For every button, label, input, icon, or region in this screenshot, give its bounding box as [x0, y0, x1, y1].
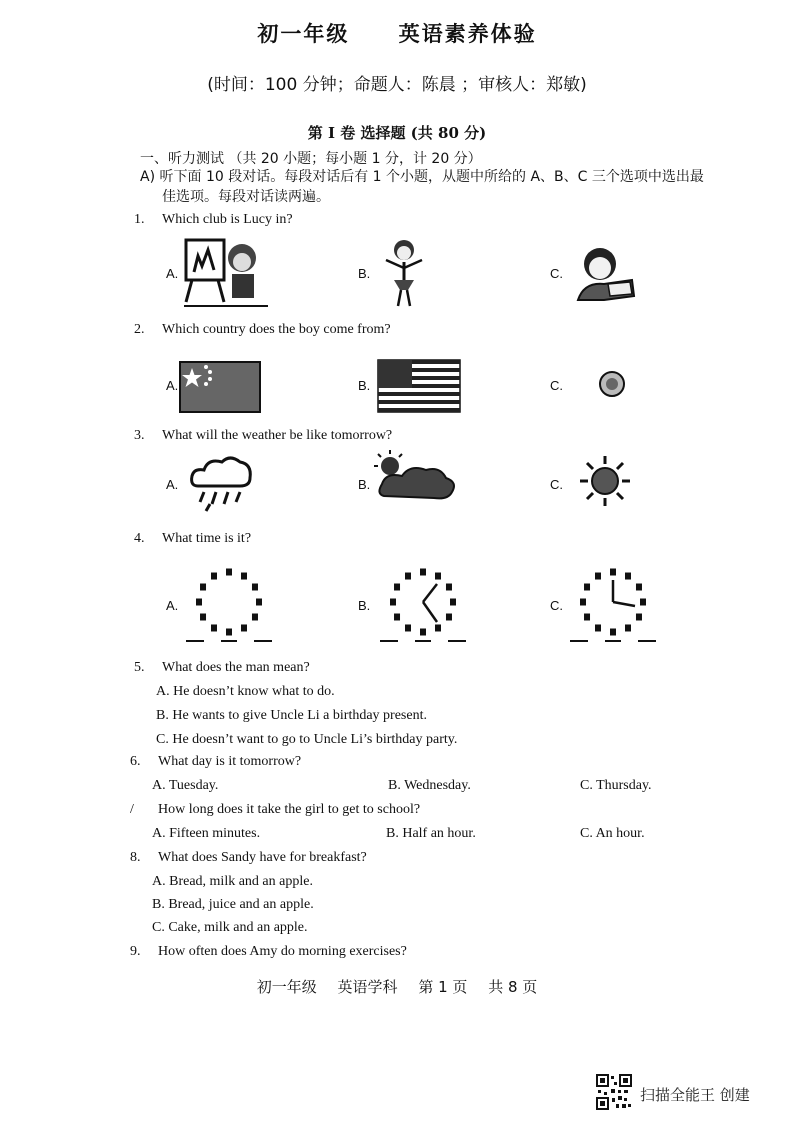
question-number: 6.	[130, 754, 141, 769]
option-a: A. Bread, milk and an apple.	[152, 874, 313, 889]
option-label-c: C.	[550, 266, 563, 281]
option-c: C. Cake, milk and an apple.	[152, 920, 308, 935]
question-4	[134, 531, 251, 547]
option-a: A. He doesn’t know what to do.	[156, 684, 335, 699]
sunny-icon	[578, 454, 632, 508]
footer-page: 第 1 页	[418, 978, 468, 996]
question-text: What will the weather be like tomorrow?	[162, 428, 393, 443]
question-number: 2.	[134, 322, 145, 337]
dancing-club-icon	[378, 238, 430, 308]
question-text: How often does Amy do morning exercises?	[158, 944, 407, 959]
question-8	[130, 850, 367, 866]
option-a: A. Tuesday.	[152, 778, 219, 793]
question-text: What does the man mean?	[162, 660, 310, 675]
china-flag-icon	[180, 362, 260, 412]
question-1	[134, 212, 293, 228]
grade-label: 初一年级	[257, 21, 350, 46]
option-c: C. An hour.	[580, 826, 645, 841]
japan-flag-icon	[598, 370, 626, 398]
question-text: How long does it take the girl to get to school?	[158, 802, 421, 817]
reading-club-icon	[574, 246, 636, 302]
exam-info: (时间：100 分钟；命题人：陈晨 ；审核人：郑敏)	[207, 75, 587, 95]
section-heading: 一、听力测试 （共 20 小题；每小题 1 分，计 20 分）	[140, 151, 482, 167]
question-number: 3.	[134, 428, 145, 443]
watermark-text: 扫描全能王 创建	[640, 1086, 750, 1104]
clock-b-icon	[380, 564, 466, 644]
question-text: Which country does the boy come from?	[162, 322, 391, 337]
page-footer	[0, 976, 794, 997]
question-number: 1.	[134, 212, 145, 227]
instruction-line-2: 佳选项。每段对话读两遍。	[162, 189, 330, 205]
cloudy-icon	[376, 454, 458, 504]
option-b: B. Half an hour.	[386, 826, 476, 841]
question-6	[130, 754, 301, 770]
footer-total: 共 8 页	[488, 978, 538, 996]
question-text: What day is it tomorrow?	[158, 754, 302, 769]
option-label-b: B.	[358, 266, 371, 281]
question-number: 9.	[130, 944, 141, 959]
option-b: B. Wednesday.	[388, 778, 471, 793]
question-text: What time is it?	[162, 531, 252, 546]
instruction-line-1: A) 听下面 10 段对话。每段对话后有 1 个小题，从题中所给的 A、B、C 三个选项中选出最	[140, 169, 704, 185]
part-title: 第 I 卷 选择题 (共 80 分)	[307, 124, 487, 142]
question-number: 8.	[130, 850, 141, 865]
option-b: B. Bread, juice and an apple.	[152, 897, 314, 912]
option-label-c: C.	[550, 378, 563, 393]
question-number: /	[130, 802, 134, 817]
question-9	[130, 944, 407, 960]
painting-club-icon	[184, 236, 268, 308]
option-c: C. Thursday.	[580, 778, 652, 793]
usa-flag-icon	[378, 360, 460, 412]
option-label-b: B.	[358, 598, 371, 613]
question-number: 5.	[134, 660, 145, 675]
option-label-b: B.	[358, 378, 371, 393]
question-number: 4.	[134, 531, 145, 546]
option-c: C. He doesn’t want to go to Uncle Li’s birthday party.	[156, 732, 458, 747]
question-text: Which club is Lucy in?	[162, 212, 293, 227]
question-5	[134, 660, 310, 676]
option-label-c: C.	[550, 598, 563, 613]
clock-a-icon	[186, 564, 272, 644]
clock-c-icon	[570, 564, 656, 644]
footer-grade: 初一年级	[256, 978, 317, 996]
option-label-a: A.	[166, 477, 179, 492]
question-2	[134, 322, 391, 338]
question-text: What does Sandy have for breakfast?	[158, 850, 367, 865]
exam-name: 英语素养体验	[398, 21, 537, 46]
footer-subject: 英语学科	[337, 978, 398, 996]
option-label-a: A.	[166, 598, 179, 613]
option-label-c: C.	[550, 477, 563, 492]
option-label-b: B.	[358, 477, 371, 492]
exam-title	[0, 18, 794, 48]
option-label-a: A.	[166, 266, 179, 281]
qr-code-icon	[596, 1074, 632, 1110]
option-a: A. Fifteen minutes.	[152, 826, 261, 841]
option-label-a: A.	[166, 378, 179, 393]
question-7	[130, 802, 420, 818]
option-b: B. He wants to give Uncle Li a birthday present.	[156, 708, 427, 723]
rainy-cloud-icon	[188, 454, 254, 512]
question-3	[134, 428, 392, 444]
